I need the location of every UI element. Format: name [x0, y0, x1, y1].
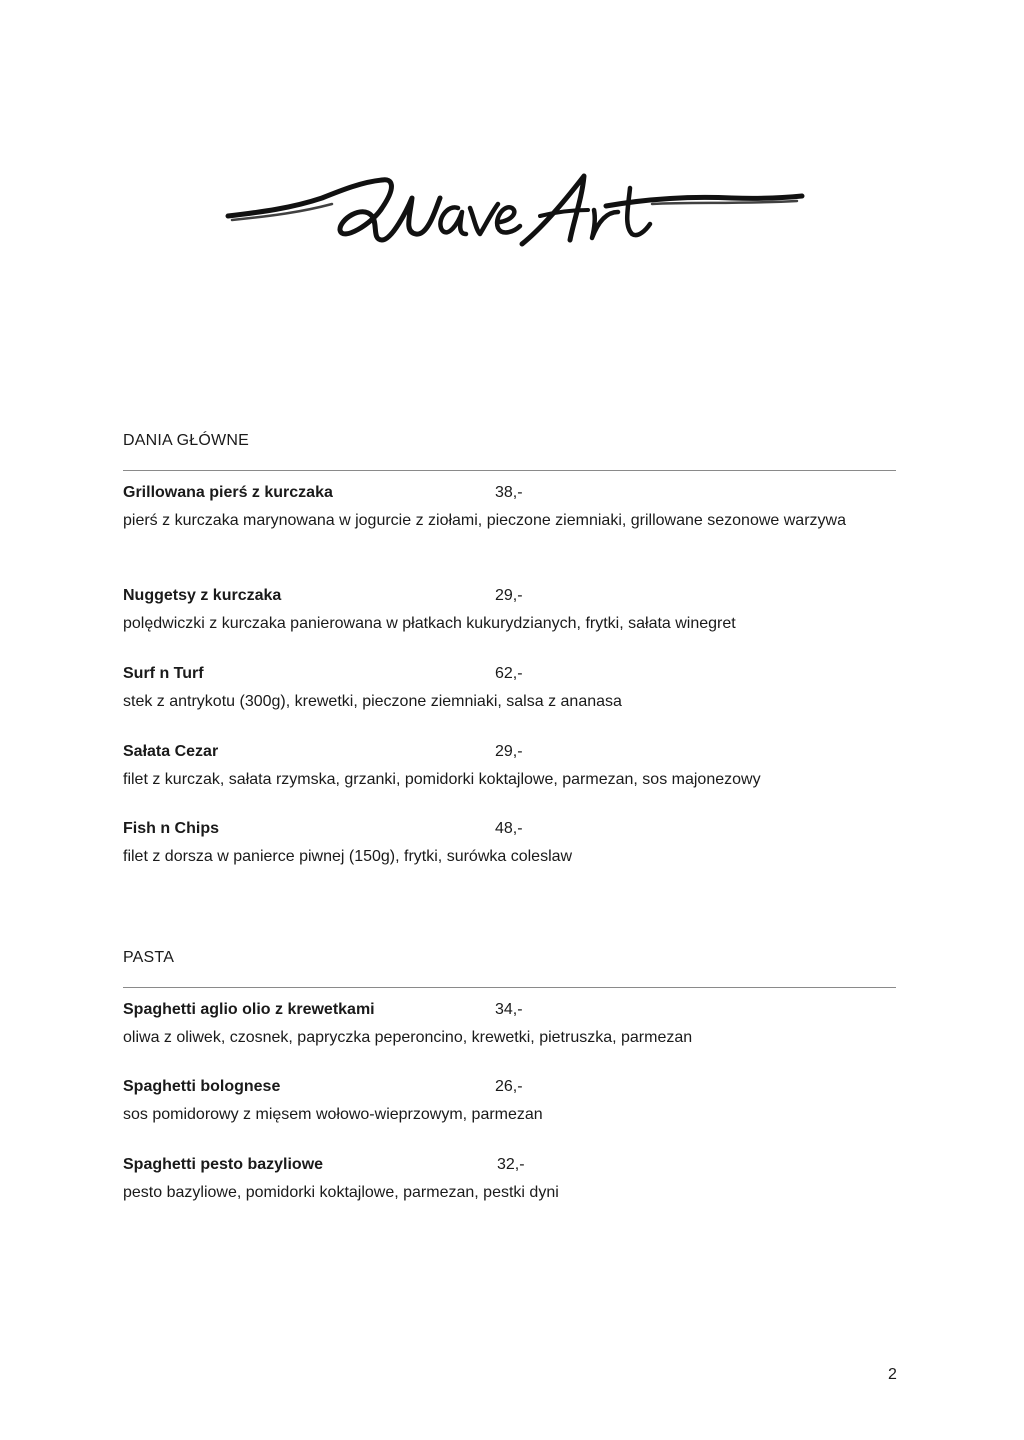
item-description: filet z kurczak, sałata rzymska, grzanki, pomidorki koktajlowe, parmezan, sos majonezowy — [123, 771, 761, 788]
section-title: PASTA — [123, 949, 175, 966]
item-description: stek z antrykotu (300g), krewetki, pieczone ziemniaki, salsa z ananasa — [123, 693, 622, 710]
item-description: filet z dorsza w panierce piwnej (150g), frytki, surówka coleslaw — [123, 848, 573, 865]
section-divider — [123, 470, 896, 471]
item-name: Nuggetsy z kurczaka — [123, 587, 282, 604]
item-name: Fish n Chips — [123, 820, 219, 837]
section-divider — [123, 987, 896, 988]
item-description: polędwiczki z kurczaka panierowana w płatkach kukurydzianych, frytki, sałata winegret — [123, 615, 736, 632]
item-description: oliwa z oliwek, czosnek, papryczka peperoncino, krewetki, pietruszka, parmezan — [123, 1029, 693, 1046]
item-price: 62,- — [495, 665, 523, 682]
item-price: 34,- — [495, 1001, 523, 1018]
item-description: sos pomidorowy z mięsem wołowo-wieprzowym, parmezan — [123, 1106, 543, 1123]
item-name: Spaghetti aglio olio z krewetkami — [123, 1001, 375, 1018]
item-description: pierś z kurczaka marynowana w jogurcie z ziołami, pieczone ziemniaki, grillowane sezonowe warzywa — [123, 512, 846, 529]
section-title: DANIA GŁÓWNE — [123, 432, 249, 449]
item-price: 29,- — [495, 587, 523, 604]
item-price: 48,- — [495, 820, 523, 837]
item-name: Spaghetti bolognese — [123, 1078, 281, 1095]
page-number: 2 — [888, 1366, 897, 1383]
item-name: Spaghetti pesto bazyliowe — [123, 1156, 324, 1173]
item-name: Surf n Turf — [123, 665, 204, 682]
item-name: Sałata Cezar — [123, 743, 219, 760]
section-pasta — [123, 947, 896, 1201]
section-main-dishes — [123, 430, 896, 865]
item-price: 32,- — [497, 1156, 525, 1173]
item-price: 29,- — [495, 743, 523, 760]
item-price: 38,- — [495, 484, 523, 501]
item-description: pesto bazyliowe, pomidorki koktajlowe, parmezan, pestki dyni — [123, 1184, 559, 1201]
item-name: Grillowana pierś z kurczaka — [123, 484, 333, 501]
wave-art-logo — [222, 168, 808, 258]
item-price: 26,- — [495, 1078, 523, 1095]
